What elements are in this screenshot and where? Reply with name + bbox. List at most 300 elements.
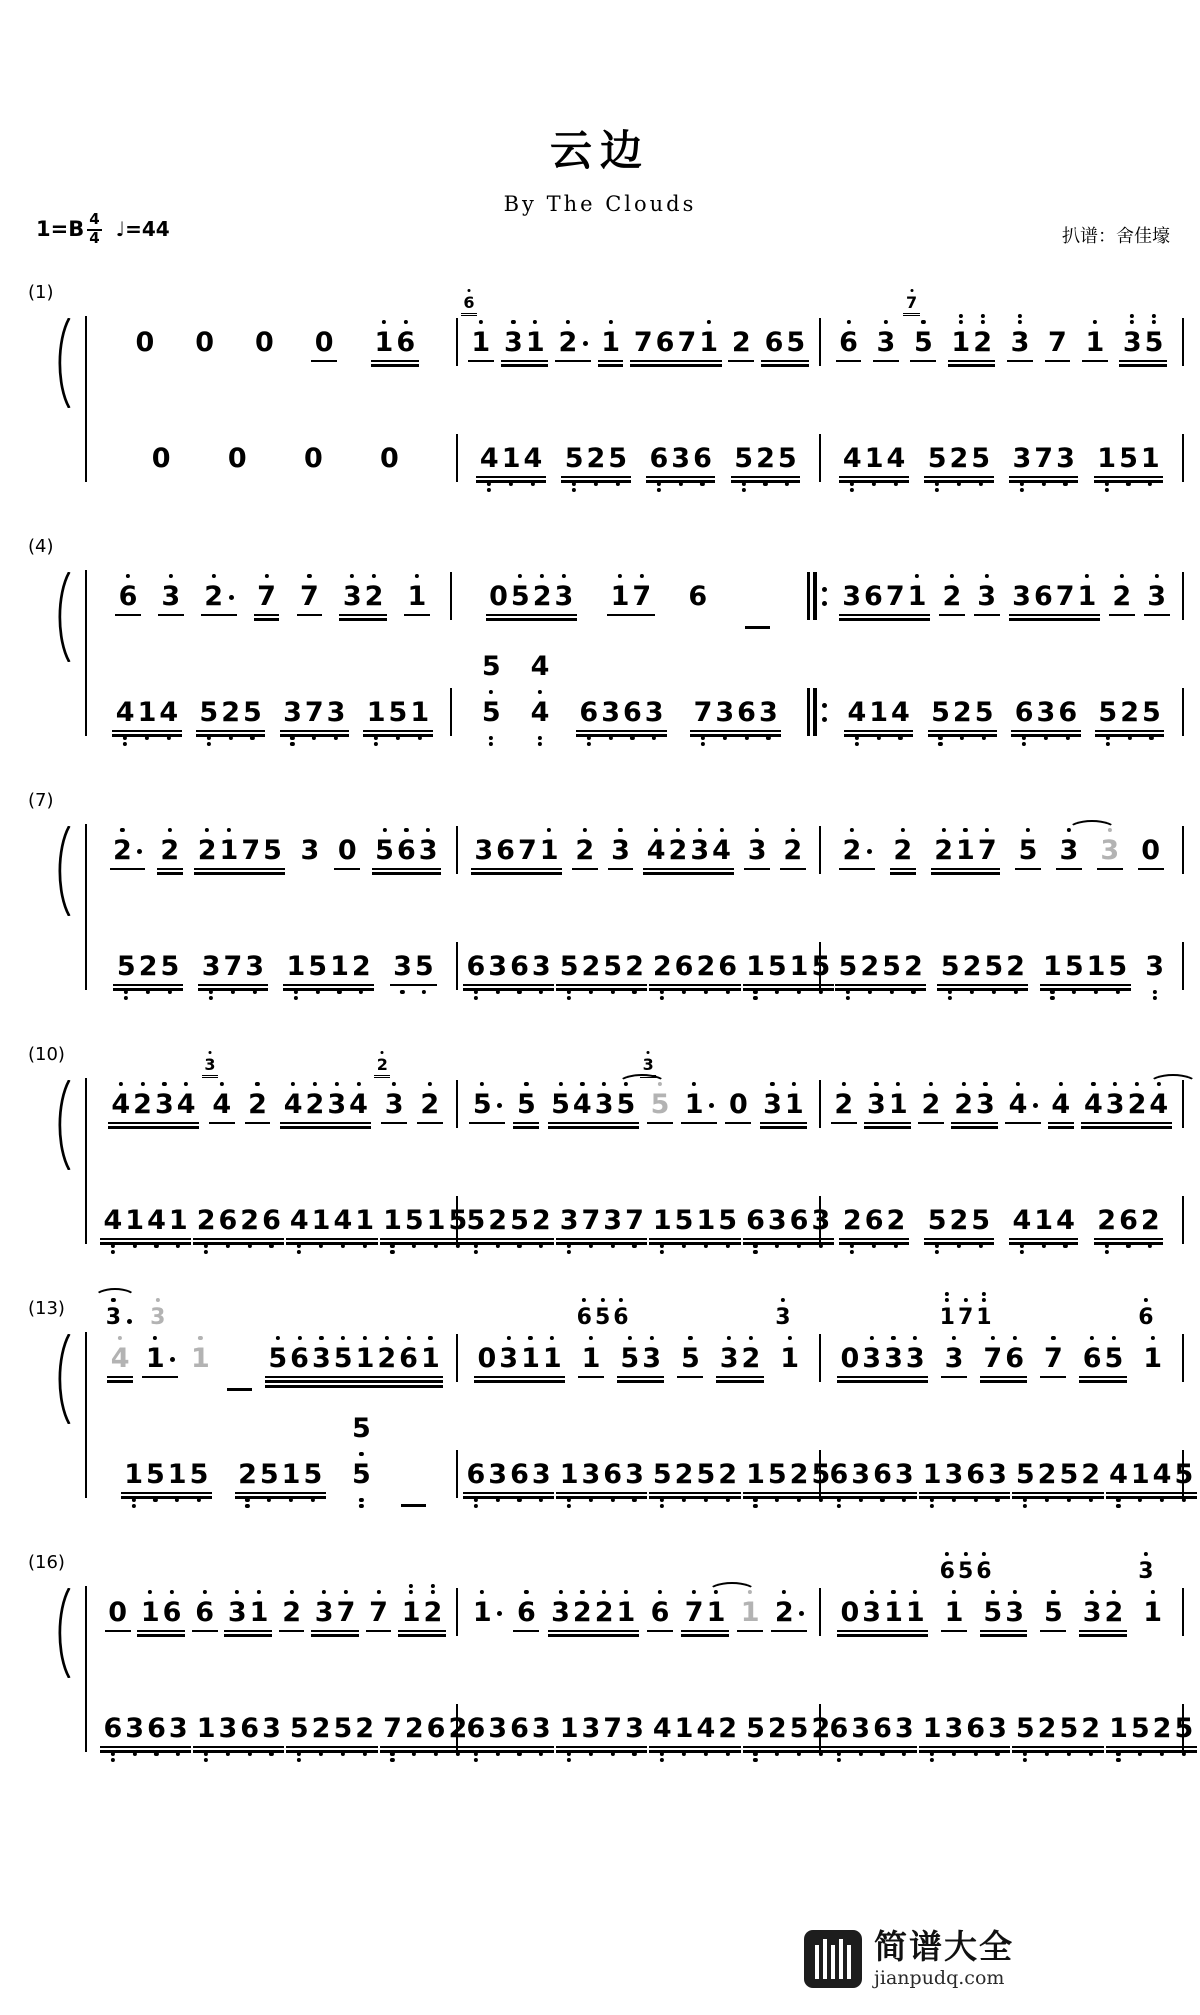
- note-group: [296, 836, 324, 874]
- measure: [821, 1713, 1194, 1752]
- octave-dot-below: [434, 1752, 438, 1756]
- octave-dot-above: [950, 574, 954, 578]
- beam-line: [677, 1376, 703, 1378]
- octave-dot-below: [726, 1752, 730, 1756]
- octave-dot-above: [205, 828, 209, 832]
- octave-dot-below: [894, 482, 898, 486]
- octave-dot-above: [985, 574, 989, 578]
- cue-token: [1137, 1560, 1155, 1584]
- note: 6: [673, 952, 695, 982]
- watermark-site: jianpudq.com: [874, 1967, 1005, 1990]
- octave-dot-above: [1012, 1336, 1016, 1340]
- octave-dot-below: [850, 1250, 854, 1254]
- octave-dot-below: [704, 990, 708, 994]
- beam-line: [951, 1126, 999, 1128]
- octave-dot-above: [1112, 1590, 1116, 1594]
- note: 7: [517, 835, 537, 866]
- note: 3: [842, 581, 862, 612]
- note: 1: [166, 1460, 188, 1490]
- octave-dot-below: [145, 736, 149, 740]
- octave-dot-above: [896, 1082, 900, 1086]
- octave-dot-below: [390, 1250, 394, 1254]
- octave-dot-below: [837, 1504, 841, 1508]
- note-group: [475, 444, 546, 482]
- bass-staff: [95, 651, 1184, 736]
- octave-dot-above: [1155, 574, 1159, 578]
- note-group: [462, 1714, 555, 1752]
- octave-dot-below: [456, 1752, 460, 1756]
- note: 3: [1121, 328, 1143, 358]
- octave-dot-below: [877, 736, 881, 740]
- note: 6: [509, 952, 531, 982]
- measure: [821, 1459, 1194, 1498]
- note-group: [1141, 952, 1169, 990]
- treble-staff: [95, 570, 1184, 620]
- beam-line: [311, 1634, 359, 1636]
- system-body: [85, 293, 1184, 482]
- note-group: [689, 698, 782, 736]
- note: 3: [160, 582, 182, 612]
- measure: [821, 1206, 1182, 1244]
- beam-line: [486, 618, 577, 620]
- note: 5: [198, 698, 220, 728]
- beam-line: [931, 868, 1000, 870]
- cue-token: [938, 1560, 993, 1584]
- octave-dot-above: [628, 1336, 632, 1340]
- note-group: [918, 1460, 1011, 1498]
- note: 1: [904, 1598, 926, 1628]
- note-group: [629, 328, 722, 366]
- beam-line: [194, 872, 285, 874]
- octave-dot-above: [170, 1590, 174, 1594]
- octave-dot-above: [148, 1590, 152, 1594]
- note: 6: [1081, 1344, 1103, 1374]
- octave-dot-below: [1105, 488, 1109, 492]
- note: 5: [766, 952, 788, 982]
- note: 3: [167, 1714, 189, 1744]
- note-group: [389, 952, 439, 990]
- octave-dot-above: [1012, 1590, 1016, 1594]
- note: 7: [241, 835, 261, 866]
- note-group: [310, 328, 338, 366]
- note: 4: [109, 1344, 131, 1374]
- note-group: [825, 1714, 918, 1752]
- note: 6: [612, 1306, 630, 1330]
- octave-dot-above: [692, 1590, 696, 1594]
- note: 1: [1042, 952, 1064, 982]
- beam-line: [463, 1238, 554, 1240]
- note-group: [1105, 1714, 1198, 1752]
- octave-dot-below: [539, 1752, 543, 1756]
- beam-line: [380, 1746, 471, 1748]
- octave-dot-below: [474, 1758, 478, 1762]
- beam-line: [254, 614, 280, 616]
- note: 2: [1126, 1090, 1148, 1120]
- octave-dot-above: [235, 1590, 239, 1594]
- note-group: [526, 652, 554, 736]
- note: 3: [861, 1598, 883, 1628]
- note: 5: [144, 1460, 166, 1490]
- octave-dot-below: [1116, 1752, 1120, 1756]
- beam-line: [193, 1746, 284, 1748]
- octave-dot-below: [611, 990, 615, 994]
- octave-dot-below: [290, 742, 294, 746]
- octave-dot-above: [913, 1590, 917, 1594]
- bass-staff: [95, 940, 1184, 990]
- note: 3: [714, 698, 736, 728]
- note: 7: [1055, 581, 1075, 612]
- note-group: [1108, 582, 1136, 620]
- note-group: [872, 328, 900, 366]
- note-group: [1039, 952, 1132, 990]
- beam-line: [198, 984, 267, 986]
- beam-line: [1079, 1376, 1127, 1378]
- beam-line: [142, 1376, 178, 1378]
- note-group: [251, 328, 279, 366]
- note: 6: [146, 1714, 168, 1744]
- note: 3: [487, 1460, 509, 1490]
- beam-line: [980, 1630, 1028, 1632]
- beam-line: [716, 1376, 764, 1378]
- measure: [95, 1414, 456, 1498]
- note: 4: [711, 836, 733, 866]
- note: 5: [939, 952, 961, 982]
- note-group: [923, 444, 994, 482]
- beam-line: [630, 364, 721, 366]
- note-group: [571, 836, 599, 874]
- beam-line: [1095, 730, 1164, 732]
- octave-dot-above: [140, 1082, 144, 1086]
- note-group: [223, 1598, 273, 1636]
- octave-dot-below: [374, 736, 378, 740]
- treble-staff: [95, 1055, 1184, 1128]
- note: 6: [398, 1344, 420, 1374]
- note-group: [555, 1206, 648, 1244]
- octave-dot-below: [753, 996, 757, 1000]
- note: 7: [982, 1344, 1004, 1374]
- note: 6: [496, 835, 515, 866]
- note: 5: [515, 1090, 537, 1120]
- note-group: [742, 1206, 835, 1244]
- note: 5: [413, 952, 435, 982]
- beam-line: [1009, 614, 1100, 616]
- note: 3: [718, 1344, 740, 1374]
- note: 6: [745, 1206, 767, 1236]
- note-group: [99, 1206, 192, 1244]
- octave-dot-below: [898, 736, 902, 740]
- octave-dot-above: [891, 1336, 895, 1340]
- octave-dot-below: [474, 1250, 478, 1254]
- note: 3: [341, 582, 363, 612]
- note: 5: [332, 1714, 354, 1744]
- note: 1: [1142, 1344, 1164, 1374]
- octave-dot-above: [980, 314, 984, 318]
- octave-dot-below: [1153, 990, 1157, 994]
- octave-dot-above: [1018, 314, 1022, 318]
- barline: [813, 688, 816, 736]
- beam-line: [1040, 1376, 1066, 1378]
- note-group: [1093, 444, 1164, 482]
- octave-dot-below: [1160, 1752, 1164, 1756]
- octave-dot-below: [245, 1498, 249, 1502]
- beam-line: [826, 1492, 917, 1494]
- octave-dot-above: [991, 1336, 995, 1340]
- note: 5: [1058, 1714, 1080, 1744]
- note: 3: [282, 698, 304, 728]
- octave-dot-above: [601, 1298, 605, 1302]
- note: 1: [609, 582, 631, 612]
- note: 4: [114, 698, 136, 728]
- note: 2: [310, 1714, 332, 1744]
- system-1: [28, 282, 1184, 482]
- octave-dot-below: [753, 1752, 757, 1756]
- note-group: [379, 1206, 472, 1244]
- octave-dot-below: [938, 742, 942, 746]
- note: 4: [846, 698, 868, 728]
- note: 7: [956, 1306, 974, 1330]
- octave-dot-above: [1093, 320, 1097, 324]
- beam-line: [1040, 1630, 1066, 1632]
- beam-line: [556, 984, 647, 986]
- note: 5: [695, 1460, 717, 1490]
- note: 5: [717, 1206, 739, 1236]
- note: 3: [530, 952, 552, 982]
- measure: [458, 1459, 831, 1498]
- octave-dot-above: [119, 1082, 123, 1086]
- note-group: [646, 1598, 674, 1636]
- note-group: [193, 836, 286, 874]
- octave-dot-below: [207, 742, 211, 746]
- beam-line: [555, 360, 591, 362]
- octave-dot-above: [428, 1336, 432, 1340]
- octave-dot-below: [204, 1244, 208, 1248]
- note: 2: [1151, 1714, 1173, 1744]
- beam-line: [1009, 1238, 1078, 1240]
- octave-dot-below: [474, 1752, 478, 1756]
- octave-dot-below: [889, 990, 893, 994]
- note: 4: [110, 1090, 132, 1120]
- note: 1: [863, 444, 885, 474]
- note: 5: [810, 952, 832, 982]
- beam-line: [1106, 1746, 1197, 1748]
- note: 1: [373, 328, 395, 358]
- note: 5: [602, 952, 624, 982]
- note: 5: [1014, 1460, 1036, 1490]
- note: 2: [972, 328, 994, 358]
- octave-dot-above: [952, 1336, 956, 1340]
- tempo: [116, 217, 170, 241]
- note: 3: [530, 1460, 552, 1490]
- octave-dot-above: [1130, 320, 1134, 324]
- note-group: [979, 1344, 1029, 1382]
- beam-line: [1109, 614, 1135, 616]
- beam-line: [1048, 1122, 1074, 1124]
- beam-line: [1045, 360, 1071, 362]
- beam-line: [381, 1122, 407, 1124]
- octave-dot-below: [1023, 1498, 1027, 1502]
- piano-key: [815, 1945, 819, 1979]
- octave-dot-below: [1013, 990, 1017, 994]
- octave-dot-below: [567, 1758, 571, 1762]
- octave-dot-above: [409, 1590, 413, 1594]
- beam-line: [363, 730, 432, 732]
- octave-dot-above: [319, 1336, 323, 1340]
- grace-note: [461, 293, 477, 316]
- beam-line: [121, 1492, 212, 1494]
- note: 3: [104, 1306, 122, 1330]
- beam-line: [1079, 1630, 1127, 1632]
- barline: [1182, 942, 1184, 990]
- note: 2: [673, 1460, 695, 1490]
- note: 2: [376, 1344, 398, 1374]
- octave-dot-below: [632, 1244, 636, 1248]
- note: 3: [392, 952, 414, 982]
- note: 0: [477, 1343, 497, 1374]
- octave-dot-below: [682, 990, 686, 994]
- note: 1: [382, 1206, 404, 1236]
- octave-dot-above: [983, 1082, 987, 1086]
- note-group: [191, 328, 219, 366]
- octave-dot-below: [701, 742, 705, 746]
- note: 5: [1042, 1598, 1064, 1628]
- beam-line: [334, 868, 360, 870]
- note: 5: [1173, 1460, 1195, 1490]
- octave-dot-below: [616, 482, 620, 486]
- octave-dot-below: [572, 488, 576, 492]
- note: 5: [1143, 328, 1165, 358]
- beam-line: [398, 1630, 446, 1632]
- beam-line: [826, 1746, 917, 1748]
- note: 2: [773, 1598, 795, 1628]
- beam-line: [948, 360, 996, 362]
- octave-dot-below: [726, 990, 730, 994]
- octave-dot-above: [649, 1336, 653, 1340]
- octave-dot-above: [184, 1082, 188, 1086]
- grace-note: [202, 1055, 218, 1078]
- note: 1: [144, 1344, 166, 1374]
- octave-dot-above: [1152, 314, 1156, 318]
- note: 2: [841, 836, 863, 866]
- octave-dot-below: [297, 1752, 301, 1756]
- beam-line: [476, 476, 545, 478]
- note: 3: [580, 1460, 602, 1490]
- note: 2: [933, 836, 955, 866]
- octave-dot-above: [550, 1336, 554, 1340]
- octave-dot-below: [657, 482, 661, 486]
- beam-line: [105, 1630, 131, 1632]
- beam-line: [1079, 1634, 1127, 1636]
- beam-line: [548, 1630, 639, 1632]
- octave-dot-above: [982, 1552, 986, 1556]
- octave-dot-below: [753, 1250, 757, 1254]
- octave-dot-below: [131, 1504, 135, 1508]
- measure: [458, 1055, 819, 1128]
- note: 1: [943, 1598, 965, 1628]
- note: 5: [471, 1090, 493, 1120]
- measure: [95, 1713, 468, 1752]
- octave-dot-above: [562, 574, 566, 578]
- treble-staff: [95, 1559, 1184, 1636]
- barline: [1182, 826, 1184, 874]
- note-group: [191, 1598, 219, 1636]
- piano-key: [831, 1945, 835, 1979]
- note-group: [500, 328, 550, 366]
- note: 7: [602, 1714, 624, 1744]
- note: 5: [810, 1460, 832, 1490]
- note: 1: [520, 1344, 542, 1374]
- octave-dot-above: [921, 320, 925, 324]
- note: 2: [112, 836, 134, 866]
- beam-line: [192, 1630, 218, 1632]
- note-group: [1137, 836, 1165, 874]
- octave-dot-below: [850, 1244, 854, 1248]
- note: 3: [689, 836, 711, 866]
- note: 6: [575, 1306, 593, 1330]
- note: 0: [489, 581, 508, 612]
- system-2: [28, 536, 1184, 736]
- note: 4: [478, 444, 500, 474]
- note-group: [376, 1055, 408, 1128]
- beam-line: [941, 1630, 967, 1632]
- note: 1: [906, 582, 928, 612]
- octave-dot-above: [1016, 1082, 1020, 1086]
- octave-dot-below: [660, 1504, 664, 1508]
- staff-brace: [54, 318, 72, 408]
- octave-dot-below: [341, 1752, 345, 1756]
- note: 2: [1080, 1460, 1102, 1490]
- beam-line: [941, 1376, 967, 1378]
- octave-dot-below: [785, 482, 789, 486]
- note-group: [918, 1714, 1011, 1752]
- octave-dot-below: [123, 736, 127, 740]
- octave-dot-below: [660, 996, 664, 1000]
- watermark-text: [874, 1926, 1014, 1990]
- octave-dot-below: [797, 990, 801, 994]
- beam-line: [839, 868, 875, 870]
- note: 7: [303, 698, 325, 728]
- octave-dot-below: [334, 736, 338, 740]
- note-group: [1105, 1460, 1198, 1498]
- note: 4: [651, 1714, 673, 1744]
- note: 6: [395, 836, 417, 866]
- octave-dot-below: [880, 1498, 884, 1502]
- octave-dot-below: [979, 1244, 983, 1248]
- note-group: [371, 836, 442, 874]
- note: 7: [580, 1206, 602, 1236]
- note: 6: [788, 1206, 810, 1236]
- note: 3: [810, 1206, 832, 1236]
- chord-stack: [529, 652, 551, 728]
- note: 3: [943, 1344, 965, 1374]
- beam-line: [548, 1126, 639, 1128]
- note: 7: [1048, 327, 1067, 358]
- octave-dot-below: [1023, 1504, 1027, 1508]
- beam-line: [835, 984, 926, 986]
- octave-dot-above: [964, 1552, 968, 1556]
- note: 1: [955, 836, 977, 866]
- measure: [95, 1305, 456, 1382]
- meta-row: [0, 212, 1200, 258]
- note: 1: [285, 952, 307, 982]
- octave-dot-above: [654, 828, 658, 832]
- note: 3: [498, 1344, 520, 1374]
- octave-dot-below: [124, 996, 128, 1000]
- system-label: (1): [28, 282, 54, 303]
- note: 1: [167, 1206, 189, 1236]
- note: 4: [1148, 1090, 1170, 1120]
- note: 2: [1096, 1206, 1118, 1236]
- octave-dot-above: [846, 320, 850, 324]
